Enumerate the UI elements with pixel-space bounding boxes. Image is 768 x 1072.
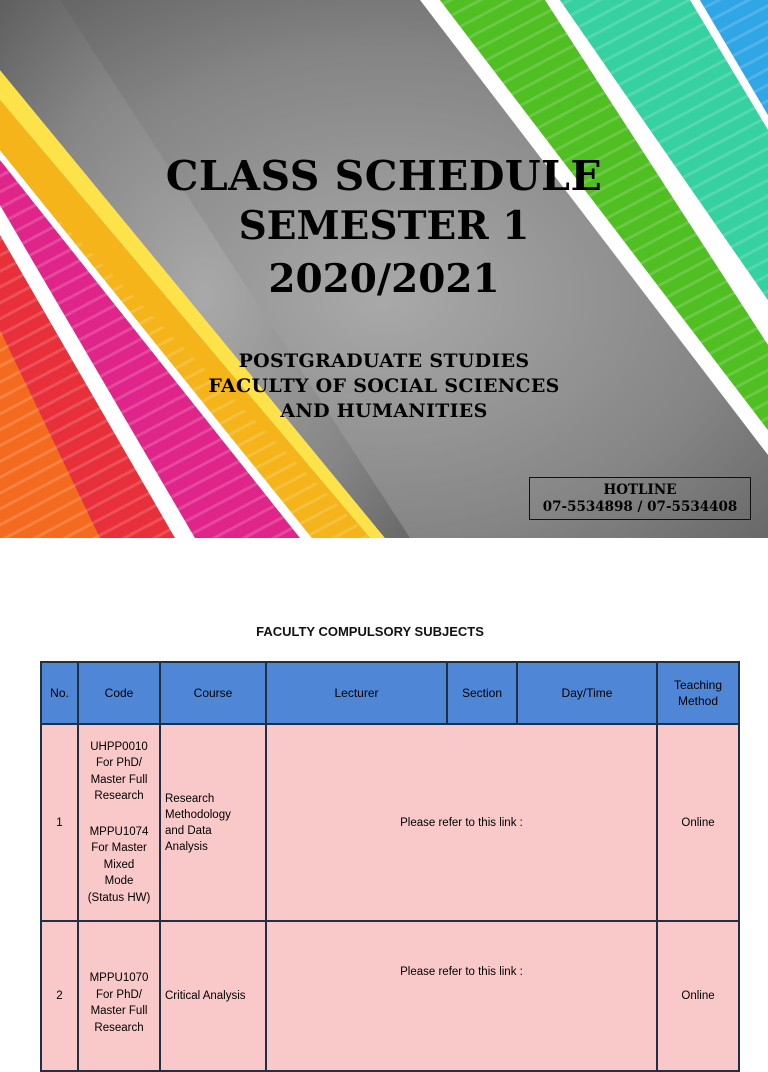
header-section: Section (447, 662, 517, 724)
header-lecturer: Lecturer (266, 662, 447, 724)
code-a: UHPP0010 (90, 740, 148, 753)
cover-title-line-1: CLASS SCHEDULE (165, 152, 603, 200)
code-a-note: Research (94, 1021, 144, 1034)
header-no: No. (41, 662, 78, 724)
row-course: Critical Analysis (160, 921, 266, 1071)
cover-subtitle-line-1: POSTGRADUATE STUDIES (238, 350, 530, 372)
row-code (78, 921, 160, 1071)
row-teaching-method: Online (657, 724, 739, 921)
row-lecturer-note: Please refer to this link : (266, 921, 657, 1071)
row-teaching-method: Online (657, 921, 739, 1071)
row-no: 1 (41, 724, 78, 921)
code-b: MPPU1074 (89, 825, 149, 838)
header-teaching-method-line-1: Teaching (673, 677, 723, 692)
section-heading: FACULTY COMPULSORY SUBJECTS (256, 624, 484, 639)
course-line: Analysis (165, 840, 208, 853)
code-b-note: Mixed (103, 858, 135, 871)
code-a-note: For PhD/ (95, 988, 142, 1001)
cover-title-line-3: 2020/2021 (268, 256, 500, 302)
hotline-label: HOTLINE (603, 482, 677, 498)
header-teaching-method-line-2: Method (677, 694, 719, 708)
code-b-note: Mode (104, 875, 134, 888)
hotline-box (529, 477, 751, 520)
schedule-table (40, 661, 740, 1072)
course-line: Research (165, 792, 215, 805)
table-row (41, 921, 739, 1071)
code-b-note: For Master (91, 842, 147, 855)
course-line: Methodology (165, 808, 231, 821)
header-day-time: Day/Time (517, 662, 657, 724)
table-header-row (41, 662, 739, 724)
code-a-note: Master Full (90, 1005, 148, 1017)
table-row (41, 724, 739, 921)
row-no: 2 (41, 921, 78, 1071)
row-code (78, 724, 160, 921)
row-course (160, 724, 266, 921)
course-line: and Data (165, 824, 212, 837)
code-b-note: (Status HW) (87, 891, 151, 904)
header-code: Code (78, 662, 160, 724)
code-a-note: Master Full (90, 773, 148, 786)
cover-subtitle-line-2: FACULTY OF SOCIAL SCIENCES (208, 375, 560, 397)
header-teaching-method (657, 662, 739, 724)
hotline-numbers: 07-5534898 / 07-5534408 (542, 499, 738, 515)
cover-subtitle-line-3: AND HUMANITIES (280, 400, 488, 422)
code-a-note: Research (94, 790, 144, 803)
code-a: MPPU1070 (89, 972, 149, 984)
row-lecturer-note: Please refer to this link : (266, 724, 657, 921)
code-a-note: For PhD/ (95, 757, 142, 770)
header-course: Course (160, 662, 266, 724)
cover-title-line-2: SEMESTER 1 (238, 203, 530, 249)
